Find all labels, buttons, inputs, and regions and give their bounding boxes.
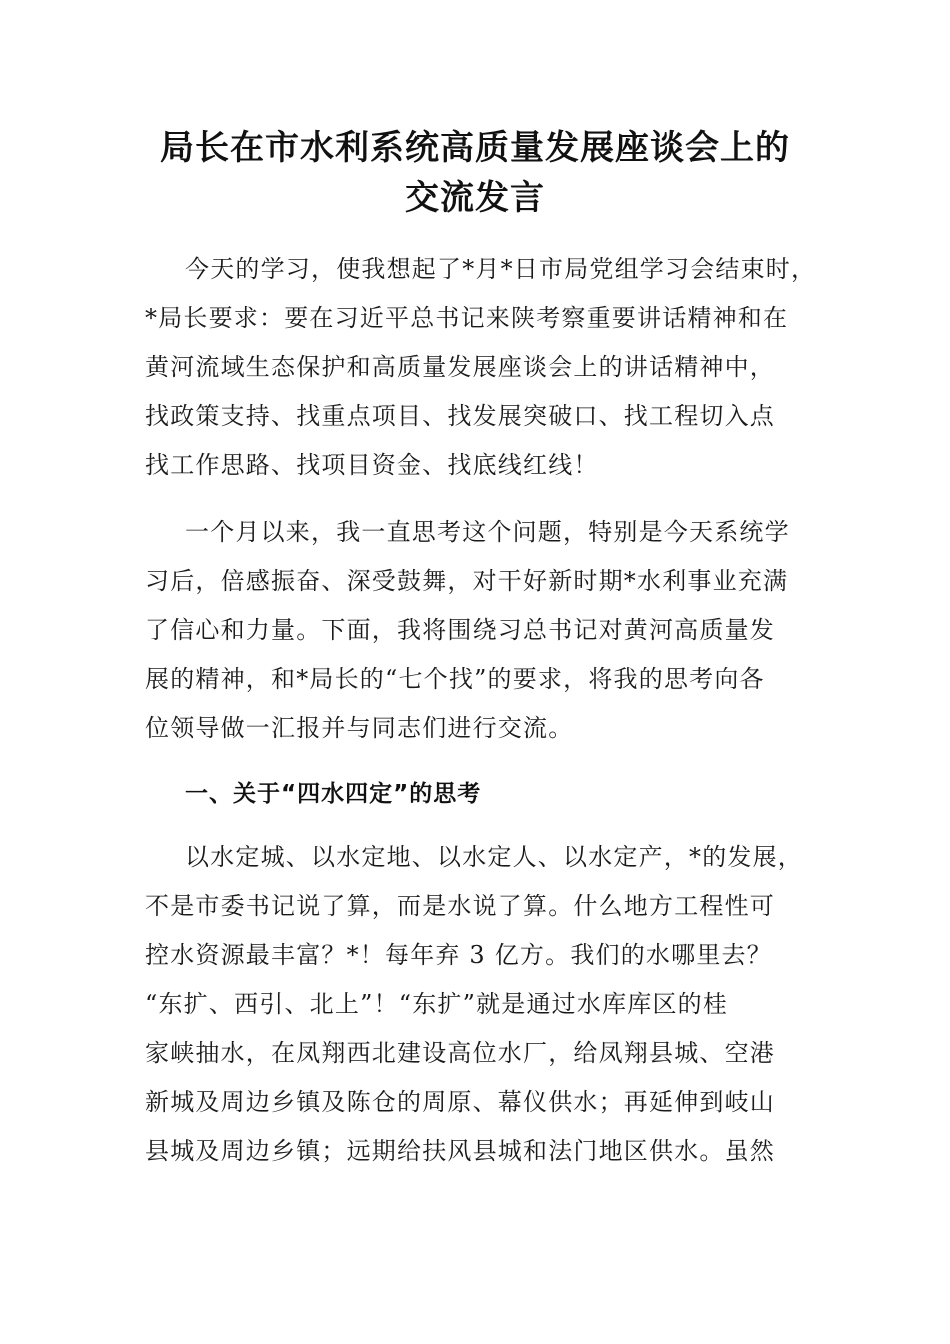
paragraph-line: 找工作思路、找项目资金、找底线红线！	[145, 451, 599, 479]
paragraph-line: 位领导做一汇报并与同志们进行交流。	[145, 714, 574, 742]
paragraph-1	[145, 245, 835, 490]
paragraph-line: 县城及周边乡镇；远期给扶风县城和法门地区供水。虽然	[145, 1137, 775, 1165]
paragraph-line: 今天的学习，使我想起了*月*日市局党组学习会结束时，	[185, 255, 817, 283]
paragraph-line: 一个月以来，我一直思考这个问题，特别是今天系统学	[185, 518, 790, 546]
document-title-line-1: 局长在市水利系统高质量发展座谈会上的	[160, 128, 790, 168]
section-heading-1: 一、关于“四水四定”的思考	[185, 781, 482, 807]
paragraph-line: 新城及周边乡镇及陈仓的周原、幕仪供水；再延伸到岐山	[145, 1088, 775, 1116]
paragraph-line: 找政策支持、找重点项目、找发展突破口、找工程切入点	[145, 402, 775, 430]
paragraph-line: 控水资源最丰富？*！每年弃 3 亿方。我们的水哪里去？	[145, 941, 772, 969]
paragraph-line: 展的精神，和*局长的“七个找”的要求，将我的思考向各	[145, 665, 765, 693]
paragraph-3	[145, 833, 835, 1176]
paragraph-line: 不是市委书记说了算，而是水说了算。什么地方工程性可	[145, 892, 775, 920]
paragraph-line: 习后，倍感振奋、深受鼓舞，对干好新时期*水利事业充满	[145, 567, 789, 595]
paragraph-line: 家峡抽水，在凤翔西北建设高位水厂，给凤翔县城、空港	[145, 1039, 775, 1067]
paragraph-2	[145, 508, 835, 753]
paragraph-line: 黄河流域生态保护和高质量发展座谈会上的讲话精神中，	[145, 353, 775, 381]
paragraph-line: 了信心和力量。下面，我将围绕习总书记对黄河高质量发	[145, 616, 775, 644]
paragraph-line: “东扩、西引、北上”！“东扩”就是通过水库库区的桂	[145, 990, 729, 1018]
paragraph-line: *局长要求：要在习近平总书记来陕考察重要讲话精神和在	[145, 304, 789, 332]
paragraph-line: 以水定城、以水定地、以水定人、以水定产，*的发展，	[185, 843, 803, 871]
document-title-line-2: 交流发言	[405, 178, 545, 218]
